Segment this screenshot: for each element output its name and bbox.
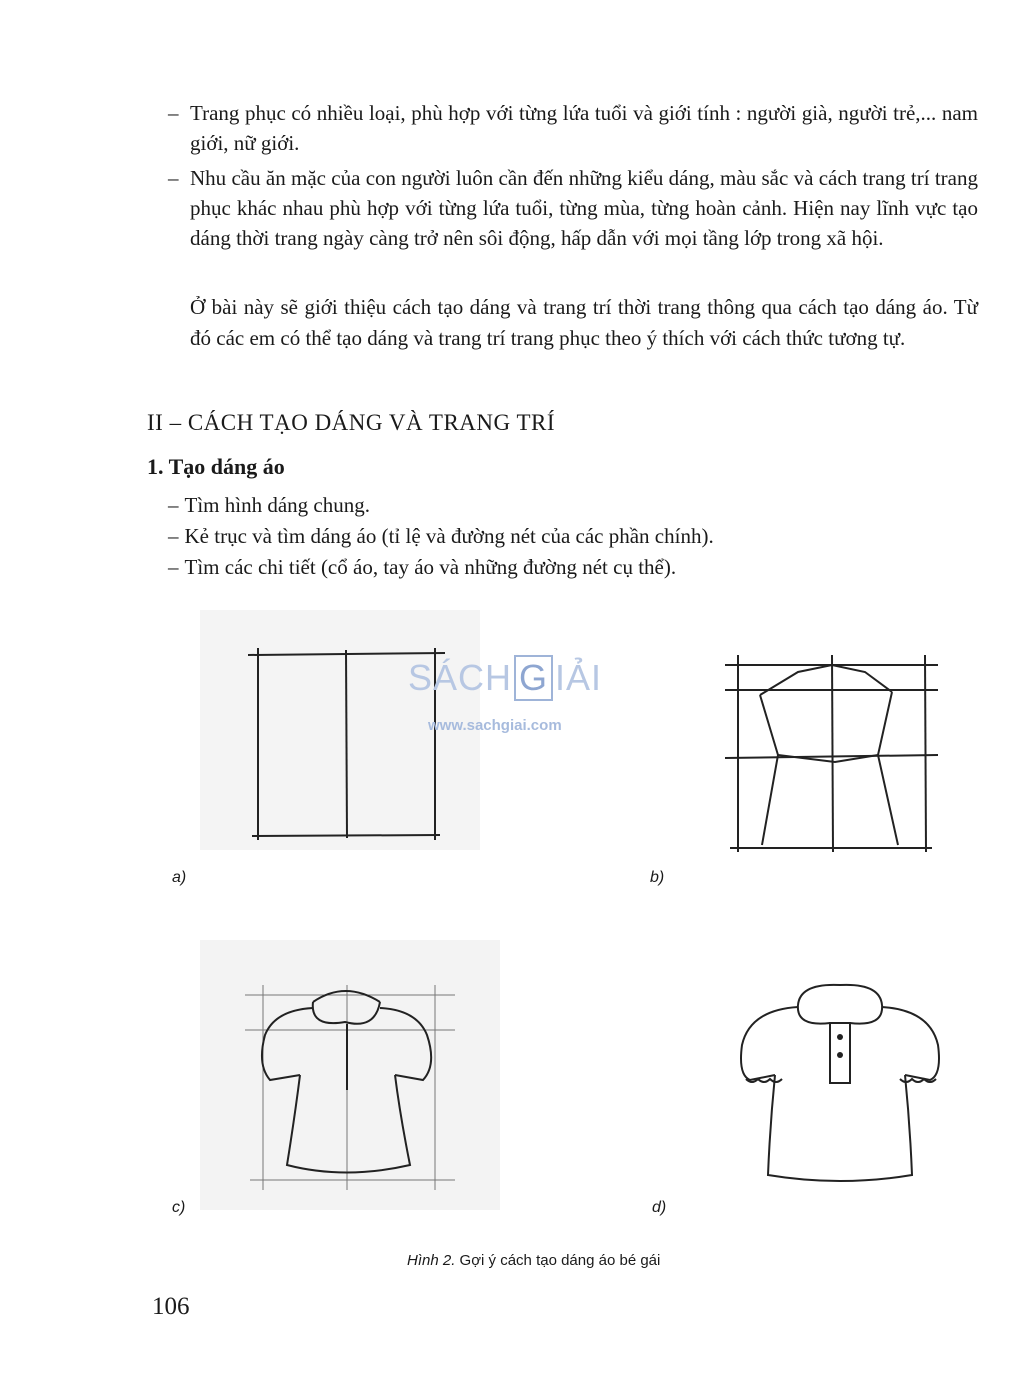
bullet-text: Trang phục có nhiều loại, phù hợp với từng lứa tuổi và giới tính : người già, người trẻ,... nam giới, nữ giới. [190, 101, 978, 155]
figure-b-drawing [670, 600, 950, 860]
figure-label-d: d) [652, 1199, 667, 1216]
figure-d-drawing [730, 975, 950, 1190]
step-item-1 [168, 490, 370, 520]
step-dash: – [168, 524, 179, 548]
watermark-url: www.sachgiai.com [428, 717, 562, 734]
bullet-dash: – [168, 101, 179, 125]
step-text: Tìm hình dáng chung. [184, 493, 370, 517]
step-dash: – [168, 555, 179, 579]
figure-label-c: c) [172, 1199, 186, 1216]
intro-paragraph: Ở bài này sẽ giới thiệu cách tạo dáng và trang trí thời trang thông qua cách tạo dáng áo. Từ đó các em có thể tạo dáng và trang trí trang phục theo ý thích với cách thức tương tự. [190, 295, 978, 350]
caption-prefix: Hình 2. [407, 1252, 456, 1269]
figure-caption [407, 1252, 660, 1269]
bullet-dash: – [168, 166, 179, 190]
step-item-2 [168, 521, 714, 551]
step-text: Tìm các chi tiết (cổ áo, tay áo và những đường nét cụ thể). [184, 555, 677, 579]
figure-label-a: a) [172, 869, 187, 886]
figure-c-drawing [195, 940, 515, 1210]
watermark-logo: SÁCH G IẢI [408, 655, 602, 701]
bullet-item-1 [168, 98, 978, 158]
bullet-item-2 [168, 163, 978, 253]
step-item-3 [168, 552, 676, 582]
step-text: Kẻ trục và tìm dáng áo (tỉ lệ và đường nét của các phần chính). [184, 524, 714, 548]
figure-label-b: b) [650, 869, 665, 886]
subsection-heading: 1. Tạo dáng áo [147, 454, 285, 479]
section-heading: II – CÁCH TẠO DÁNG VÀ TRANG TRÍ [147, 410, 556, 435]
step-dash: – [168, 493, 179, 517]
caption-text: Gợi ý cách tạo dáng áo bé gái [459, 1252, 661, 1269]
bullet-text: Nhu cầu ăn mặc của con người luôn cần đến những kiểu dáng, màu sắc và cách trang trí trang phục khác nhau phù hợp với từng lứa tuổi, từng mùa, từng hoàn cảnh. Hiện nay lĩnh vực tạo dáng thời trang ngày càng trở nên sôi động, hấp dẫn với mọi tầng lớp trong xã hội. [190, 166, 978, 250]
page-number: 106 [152, 1293, 190, 1320]
